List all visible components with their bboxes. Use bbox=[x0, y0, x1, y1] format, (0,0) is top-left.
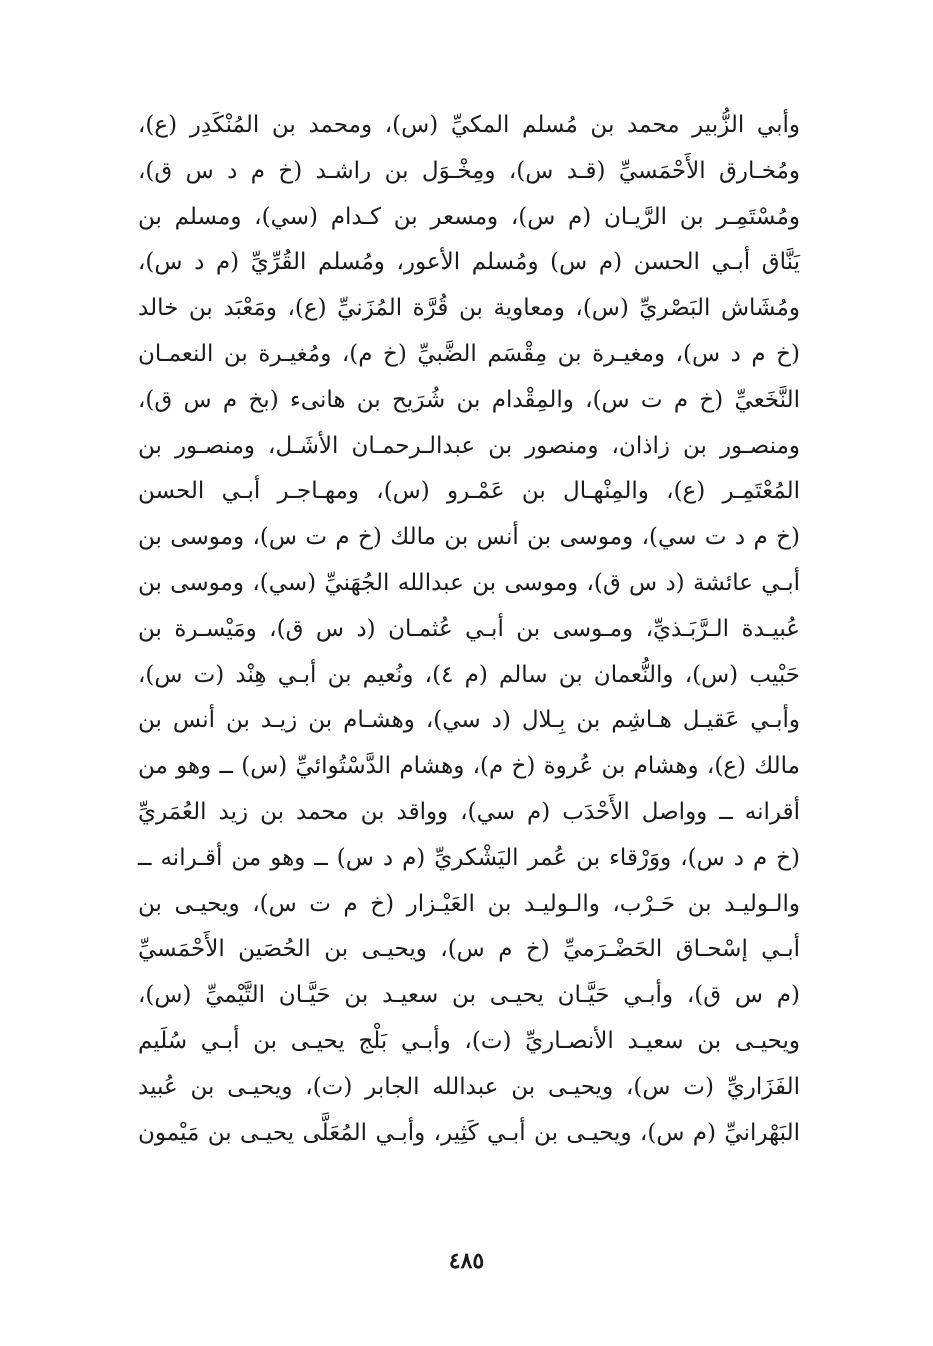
text-line: (خ م د ت سي)، وموسى بن أنس بن مالك (خ م ت س)، وموسى بن bbox=[138, 524, 800, 551]
text-line: يَنَّاق أبـي الحسن (م س) ومُسلم الأعور، ومُسلم القُرِّيِّ (م د س)، bbox=[138, 249, 800, 276]
text-line: أبـي إسْحـاق الحَضْـرَميِّ (خ م س)، ويحيـى بن الحُصَين الأَحْمَسيِّ bbox=[138, 936, 800, 963]
text-line: ويحيـى بن سعيـد الأنصـاريِّ (ت)، وأبـي بَلْج يحيـى بن أبـي سُلَيم bbox=[138, 1027, 800, 1054]
text-line: المُعْتَمِـر (ع)، والمِنْهـال بن عَمْـرو (س)، ومهـاجـر أبـي الحسن bbox=[138, 478, 800, 505]
text-line: ومُشَاش البَصْريِّ (س)، ومعاوية بن قُرَّة المُزَنيِّ (ع)، ومَعْبَد بن خالد bbox=[138, 295, 800, 322]
text-line: أبـي عائشة (د س ق)، وموسى بن عبدالله الجُهَنيِّ (سي)، وموسى بن bbox=[138, 569, 800, 596]
text-line: وأبي الزُّبير محمد بن مُسلم المكيِّ (س)، ومحمد بن المُنْكَدِر (ع)، bbox=[138, 112, 800, 138]
text-line: (خ م د س)، ومغيـرة بن مِقْسَم الضَّبيِّ (خ م)، ومُغيـرة بن النعمـان bbox=[138, 340, 800, 367]
body-text bbox=[138, 103, 800, 1156]
text-line: (خ م د س)، ووَرْقاء بن عُمر اليَشْكريِّ (م د س) ــ وهو من أقـرانه ــ bbox=[138, 844, 800, 871]
text-line: وأبـي عَقيـل هـاشِم بن بِـلال (د سي)، وهشـام بن زيـد بن أنس بن bbox=[138, 707, 800, 734]
text-line: البَهْرانيِّ (م س)، ويحيـى بن أبـي كَثِير، وأبـي المُعَلَّى يحيـى بن مَيْمون bbox=[138, 1119, 800, 1146]
text-line: والـوليـد بن حَـرْب، والـوليـد بن العَيْـزار (خ م ت س)، ويحيـى بن bbox=[138, 890, 800, 917]
text-line: ومُسْتَمِـر بن الرَّيـان (م س)، ومسعر بن كـدام (سي)، ومسلم بن bbox=[138, 203, 800, 230]
page-number: ٤٨٥ bbox=[448, 1248, 485, 1274]
text-line: حَبْيب (س)، والنُّعمان بن سالم (م ٤)، ونُعيم بن أبـي هِنْد (ت س)، bbox=[138, 661, 800, 688]
text-line: ومنصـور بن زاذان، ومنصور بن عبدالـرحمـان الأشَـل، ومنصـور بن bbox=[138, 432, 800, 459]
text-line: مالك (ع)، وهشام بن عُروة (خ م)، وهشام الدَّسْتُوائيِّ (س) ــ وهو من bbox=[138, 753, 800, 780]
text-line: (م س ق)، وأبـي حَيَّـان يحيـى بن سعيـد بن حَيَّـان التَّيْميِّ (س)، bbox=[138, 982, 800, 1009]
text-line: عُبيـدة الـرَّبَـذيِّ، ومـوسى بن أبـي عُثمـان (د س ق)، ومَيْسـرة بن bbox=[138, 615, 800, 642]
text-line: أقرانه ــ وواصل الأَحْدَب (م سي)، وواقد بن محمد بن زيد العُمَريِّ bbox=[138, 798, 800, 825]
text-line: النَّخَعيِّ (خ م ت س)، والمِقْدام بن شُرَيح بن هانىء (بخ م س ق)، bbox=[138, 386, 800, 413]
text-line: ومُخـارق الأَحْمَسيِّ (قـد س)، ومِخْـوَل بن راشـد (خ م د س ق)، bbox=[138, 157, 800, 184]
text-line: الفَزَاريِّ (ت س)، ويحيـى بن عبدالله الجابر (ت)، ويحيـى بن عُبيد bbox=[138, 1073, 800, 1100]
